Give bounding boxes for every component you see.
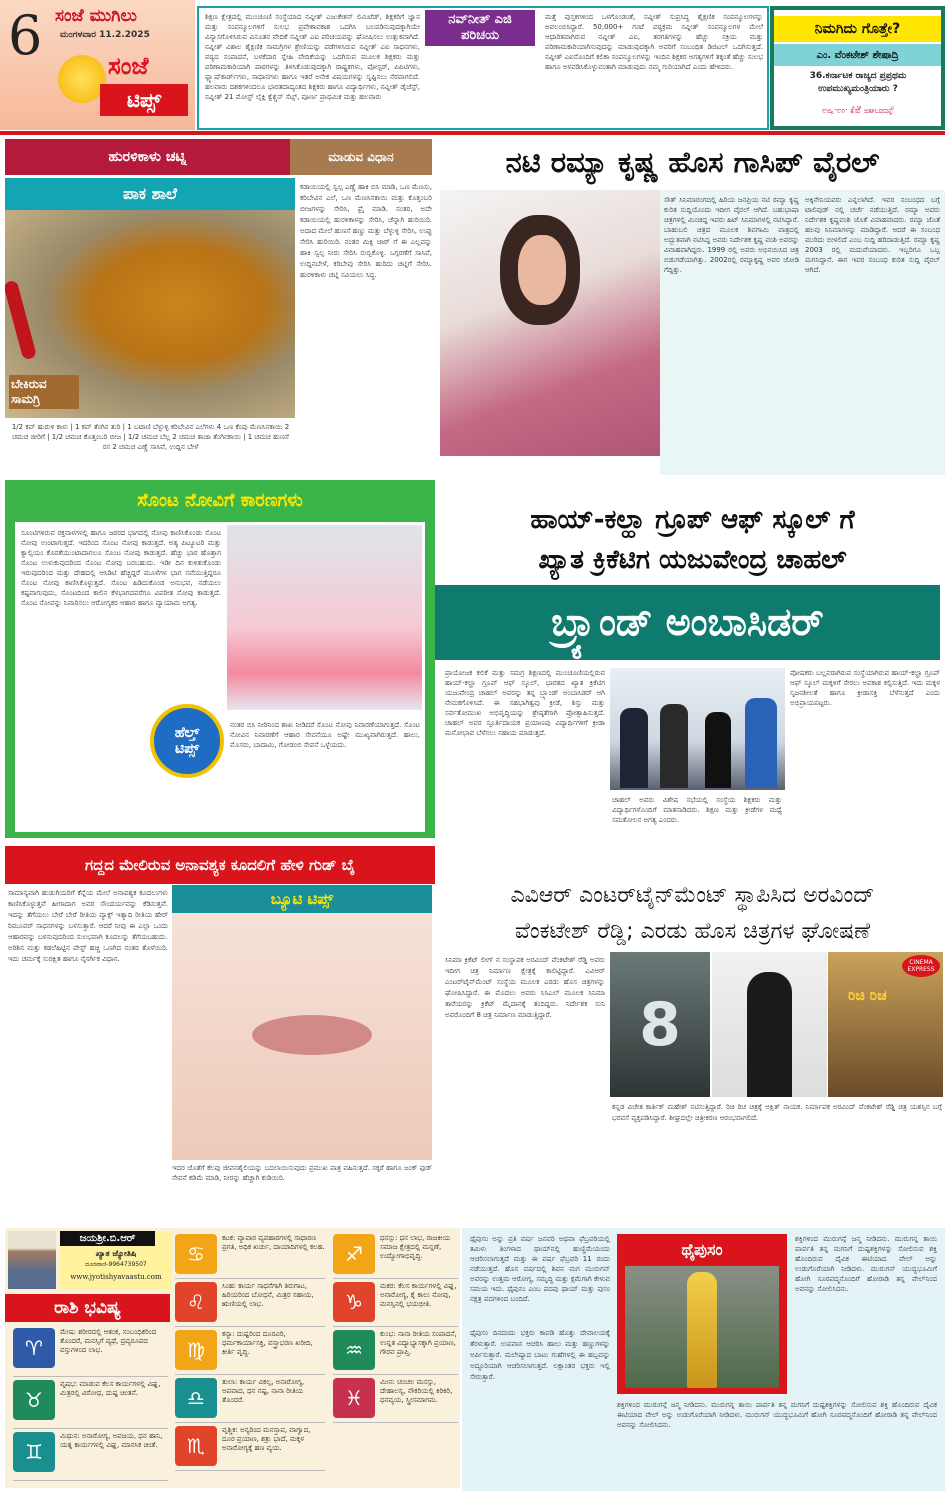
horoscope-text: ತುಲಾ: ಕಾರ್ಯ ವಿಕಲ್ಪ, ಅನಾರೋಗ್ಯ, ಅಪವಾದ, ಧನ ನಷ್ಟ, ನಾನಾ ರೀತಿಯ ತೊಂದರೆ. [222, 1378, 305, 1404]
beauty-tips-badge: ಬ್ಯೂಟಿ ಟಿಪ್ಸ್ [172, 885, 432, 913]
zodiac-icon: ♊ [13, 1432, 55, 1472]
recipe-method: ಕಡಾಯಿಯಲ್ಲಿ ಸ್ವಲ್ಪ ಎಣ್ಣೆ ಹಾಕಿ ಬಿಸಿ ಮಾಡಿ, ಒಣ ಮೆಣಸು, ಕರಿಬೇವಿನ ಎಲೆ, ಒಣ ಮೆಣಸಿನಕಾಯಿ ಮತ್ತು ಕೊತ್ತಂಬರಿ ಬೀಜಗಳನ್ನು ಸೇರಿಸಿ, ಫ್ರೈ ಮಾಡಿ. ನಂತರ, ಅದೇ ಕಡಾಯಿಯಲ್ಲಿ ಹುರಳಿಕಾಳನ್ನು ಸೇರಿಸಿ, ಚೆನ್ನಾಗಿ ಹುರಿಯಿರಿ. ಅದಾದ ಮೇಲೆ ಹುಣಸೆ ಹಣ್ಣು ಮತ್ತು ಬೆಳ್ಳುಳ್ಳಿ ಸೇರಿಸಿ, ಉಪ್ಪು ಸೇರಿಸಿ ಹುರಿಯಿರಿ. ನಂತರ ಮಿಕ್ಸಿ ಜಾರ್ ಗೆ ಈ ಎಲ್ಲವನ್ನು ಹಾಕಿ ಸ್ವಲ್ಪ ನೀರು ಸೇರಿಸಿ ರುಬ್ಬಿಕೊಳ್ಳಿ. ಒಗ್ಗರಣೆಗೆ ಸಾಸಿವೆ, ಉದ್ದಿನಬೇಳೆ, ಕರಿಬೇವು ಸೇರಿಸಿ ಹುರಿದು ಚಟ್ನಿಗೆ ಸೇರಿಸಿ. ಹುರಳಿಕಾಳು ಚಟ್ನಿ ಸವಿಯಲು ಸಿದ್ಧ. [300, 183, 432, 279]
badge-line-1: ಹೆಲ್ತ್ [174, 725, 200, 741]
horoscope-text: ಕುಂಭ: ನಾನಾ ರೀತಿಯ ಸಂಪಾದನೆ, ಉನ್ನತ ವಿದ್ಯಾಭ್ಯಾಸಕ್ಕಾಗಿ ಪ್ರಯಾಣ, ಗೌರವ ಪ್ರಾಪ್ತಿ. [380, 1330, 457, 1356]
backpain-image [227, 525, 422, 710]
horoscope-item [175, 1423, 325, 1471]
page-number: 6 [8, 4, 43, 67]
horoscope-text: ವೃಷಭ: ಮಾಡುವ ಕೆಲಸ ಕಾರ್ಯಗಳಲ್ಲಿ ವಿಘ್ನ, ಮಿತ್ರರಲ್ಲಿ ವಿರೋಧ, ದುಷ್ಟ ಚಿಂತನೆ. [60, 1380, 161, 1397]
astrologer-website: www.jyotishyavaastu.com [70, 1273, 162, 1281]
horoscope-text: ಧನಸ್ಸು: ಧನ ಲಾಭ, ರಾಜಕೀಯ ಸಮಾಜ ಕ್ಷೇತ್ರದಲ್ಲಿ ಮನ್ನಣೆ, ಉದ್ಯೋಗಾಭಿವೃದ್ಧಿ. [380, 1234, 451, 1260]
tips-title-1: ಸಂಜೆ [108, 52, 149, 80]
ramya-col-2: ಅಕ್ಕಿನೇನಿಯವರು ಎನ್ನಲಾಗಿದೆ. ಇವರ ಸಂಬಂಧದ ಬಗ್ಗೆ ಟಾಲಿವುಡ್ ನಲ್ಲಿ ಚರ್ಚೆ ನಡೆಯುತ್ತಿದೆ. ರಮ್ಯಾ ಅವರು ನಿರ್ದೇಶಕ ಕೃಷ್ಣವಂಶಿ ಜೊತೆ ವಿವಾಹವಾದರು. ರಮ್ಯಾ ಜೊತೆ ಹಲವು ಸಿನಿಮಾಗಳನ್ನು ಮಾಡಿದ್ದಾರೆ. ಆದರೆ ಈ ಸಂಬಂಧ ಮುರಿದು ಬೀಳಲಿದೆ ಎಂಬ ಸುದ್ದಿ ಹರಿದಾಡುತ್ತಿದೆ. ರಮ್ಯಾ ಕೃಷ್ಣ 2003 ರಲ್ಲಿ ಮದುವೆಯಾದರು. ಇಬ್ಬರಿಗೂ ಒಬ್ಬ ಮಗನಿದ್ದಾನೆ. ಈಗ ಇವರ ಸಂಬಂಧ ಕುರಿತ ಸುದ್ದಿ ವೈರಲ್ ಆಗಿದೆ. [805, 196, 940, 274]
zodiac-icon: ♉ [13, 1380, 55, 1420]
murugan-image [625, 1266, 779, 1388]
chahal-band: ಬ್ರ್ಯಾಂಡ್ ಅಂಬಾಸಿಡರ್ [435, 585, 940, 660]
pimple-title: ಗದ್ದದ ಮೇಲಿರುವ ಅನಾವಶ್ಯಕ ಕೂದಲಿಗೆ ಹೇಳಿ ಗುಡ್ ಬೈ [5, 846, 435, 884]
quiz-box [770, 6, 945, 130]
avr-headline-1: ಎವಿಆರ್ ಎಂಟರ್‌ಟೈನ್‌ಮೆಂಟ್ ಸ್ಥಾಪಿಸಿದ ಅರವಿಂದ್ [510, 883, 875, 908]
issue-date: ಮಂಗಳವಾರ 11.2.2025 [60, 30, 150, 40]
producer-photo [712, 952, 827, 1097]
horoscope-item [13, 1325, 168, 1377]
horoscope-text: ಸಿಂಹ: ಕಾರ್ಯ ಸಾಧನೆಗಾಗಿ ತಿರುಗಾಟ, ಹಿರಿಯರಿಂದ ಬೋಧನೆ, ಮಿತ್ರರ ಸಹಾಯ, ಋಣಿಯಲ್ಲಿ ಲಾಭ. [222, 1282, 314, 1308]
quiz-title: ನಿಮಗಿದು ಗೊತ್ತೇ? [774, 16, 941, 42]
zodiac-icon: ♓ [333, 1378, 375, 1418]
divider [0, 131, 945, 135]
statue [687, 1272, 717, 1388]
intro-title-1: ನವ್‌ನೀತ್ ಎಜಿ [448, 12, 512, 27]
intro-article [197, 6, 769, 130]
backpain-body-2: ನಂತರ ಬಿಸಿ ನೀರಿನಿಂದ ಶಾಖ ನೀಡಿದರೆ ಸೊಂಟ ನೋವು ನಿವಾರಣೆಯಾಗುತ್ತದೆ. ಸೊಂಟ ನೋವಿನ ನಿವಾರಣೆಗೆ ಆಹಾರ ಸೇವನೆಯೂ ಅಷ್ಟೇ ಮುಖ್ಯವಾಗಿರುತ್ತದೆ. ಹಾಲು, ಮೊಸರು, ಬಾದಾಮಿ, ಗೋಡಂಬಿ ಸೇವನೆ ಒಳ್ಳೆಯದು. [230, 721, 420, 749]
zodiac-icon: ♒ [333, 1330, 375, 1370]
pimple-caption: ಇದರ ಜೊತೆಗೆ ಕೆಲವು ಜೀವನಶೈಲಿಯನ್ನು ಬದಲಾಯಿಸುವುದು ಪ್ರಮುಖ ಪಾತ್ರ ವಹಿಸುತ್ತದೆ. ಸಕ್ಕರೆ ಹಾಗೂ ಜಂಕ್ ಫುಡ್ ಸೇವನೆ ಕಡಿಮೆ ಮಾಡಿ, ನೀರನ್ನು ಹೆಚ್ಚಾಗಿ ಕುಡಿಯಿರಿ. [172, 1164, 432, 1182]
thaipusam-col-2: ಶಕ್ತಿಗಳಿಂದ ಮುರುಗನ್ಗೆ ಜನ್ಮ ನೀಡಿದನು. ಮುರುಗನ್ನ ತಾಯಿ ಪಾರ್ವತಿ ತನ್ನ ಮಗನಿಗೆ ದುಷ್ಟಶಕ್ತಿಗಳನ್ನು ಸೋಲಿಸುವ ಶಕ್ತಿ ಹೊಂದಿರುವ ದೈವಿಕ ಈಟಿಯಾದ ವೇಲ್ ಅನ್ನು ಉಡುಗೊರೆಯಾಗಿ ನೀಡಿದಳು. ಮುರುಗನ್ ಯುದ್ಧಭೂಮಿಗೆ ಹೋಗಿ ಸೂರಪದ್ಮನೊಂದಿಗೆ ಹೋರಾಡಿ ತನ್ನ ವೇಲ್‌ನಿಂದ ಅವನನ್ನು ಸೋಲಿಸಿದನು. [795, 1235, 937, 1293]
badge-line-2: ಟಿಪ್ಸ್ [175, 741, 199, 757]
person [660, 704, 688, 788]
lips [252, 1015, 372, 1055]
chutney-image [5, 210, 295, 418]
signs-col-2 [175, 1231, 325, 1471]
zodiac-icon: ♌ [175, 1282, 217, 1322]
recipe-method-title: ಮಾಡುವ ವಿಧಾನ [290, 139, 432, 175]
pimple-image [172, 885, 432, 1160]
horoscope-title: ರಾಶಿ ಭವಿಷ್ಯ [5, 1294, 170, 1322]
zodiac-icon: ♍ [175, 1330, 217, 1370]
face [518, 235, 566, 305]
zodiac-icon: ♋ [175, 1234, 217, 1274]
horoscope-text: ವೃಶ್ಚಿಕ: ಅನ್ಯರಿಂದ ಮನಸ್ತಾಪ, ವಾಗ್ವಾದ, ದೂರ ಪ್ರಯಾಣ, ಶತ್ರು ಭಾದೆ, ಮಕ್ಕಳ ಅನಾರೋಗ್ಯಕ್ಕೆ ಹಣ ವ್ಯಯ. [222, 1426, 311, 1452]
backpain-body: ಸೂಂಟಿಗಳಿರುವ ರಕ್ತನಾಳಗಳಲ್ಲಿ ಹಾಗೂ ಜಠರದ ಭಾಗದಲ್ಲಿ ನೋವು ಕಾಣಿಸಿಕೊಂಡು ಸೊಂಟ ನೋವು ಉಂಟಾಗುತ್ತದೆ. ಇದರಿಂದ ಸೊಂಟ ನೋವು ಕಾಡುತ್ತದೆ. ಅತ್ಯ ಪಿಟ್ಯೂಟರಿ ಮತ್ತು ಕ್ಯಾಲ್ಸಿಯಂ ಕೊರತೆಯುಂಟಾದಾಗಲೂ ಸೊಂಟ ನೋವು ಕಾಡುತ್ತದೆ. ಹೆಚ್ಚು ಭಾರ ಹೊತ್ತಾಗ ಸೊಂಟ ಉಳುಕುವುದರಿಂದ ಸೊಂಟ ನೋವು ಬರಬಹುದು. ಇಡೀ ದಿನ ಕುಳಿತುಕೊಂಡು ಇರುವುದರಿಂದ ಮತ್ತು ದೇಹದಲ್ಲಿ ಆಸಿಡಿಟಿ ಹೆಚ್ಚಿದ್ದರೆ ಮೂಳೆಗಳ ಭಾಗ ಸವೆಯುತ್ತಿದ್ದರೂ ಸೊಂಟ ನೋವು ಕಾಣಿಸಿಕೊಳ್ಳುತ್ತದೆ. ಸೊಂಟ ಹಿಡಿದುಕೊಂಡ ಅನುಭವ, ನಡೆಯಲು ಕಷ್ಟವಾಗುವುದು, ಸೊಂಟದಿಂದ ಕಾಲಿನ ಕೆಳಭಾಗದವರೆಗೂ ವಿಪರೀತ ನೋವು ಕಾಡುತ್ತದೆ. ಸೊಂಟ ನೋವನ್ನು ನಿವಾರಿಸಲು ಆರೋಗ್ಯಕರ ಆಹಾರ ಹಾಗೂ ವ್ಯಾಯಾಮ ಅಗತ್ಯ. [21, 529, 221, 607]
chahal-col-1: ಪ್ರಾಯೋಜಕ ಕಲಿಕೆ ಮತ್ತು ಸಮಗ್ರ ಶಿಕ್ಷಣದಲ್ಲಿ ಮುಂಚೂಣಿಯಲ್ಲಿರುವ ಹಾಯ್-ಕಲ್ಹಾ ಗ್ರೂಪ್ ಆಫ್ ಸ್ಕೂಲ್, ಭಾರತದ ಖ್ಯಾತ ಕ್ರಿಕೆಟಿಗ ಯಜುವೇಂದ್ರ ಚಾಹಲ್ ಅವರನ್ನು ತನ್ನ ಬ್ರ್ಯಾಂಡ್ ಅಂಬಾಸಿಡರ್ ಆಗಿ ನೇಮಕಗೊಳಿಸಿದೆ. ಈ ಸಹಭಾಗಿತ್ವವು ಕ್ರೀಡೆ, ಶಿಸ್ತು ಮತ್ತು ಸರ್ವತೋಮುಖ ಅಭಿವೃದ್ಧಿಯನ್ನು ಶ್ರೇಷ್ಠತೆಗಾಗಿ ಪ್ರೋತ್ಸಾಹಿಸುತ್ತದೆ. ಚಾಹಲ್ ಅವರ ಸ್ಫೂರ್ತಿದಾಯಕ ಪ್ರಯಾಣವು ವಿದ್ಯಾರ್ಥಿಗಳಿಗೆ ಕ್ರೀಡಾ ಮನೋಭಾವ ಬೆಳೆಸಲು ಸಹಾಯ ಮಾಡುತ್ತದೆ. [445, 669, 605, 737]
quiz-question: 36.ಕರ್ನಾಟಕ ರಾಜ್ಯದ ಪ್ರಪ್ರಥಮ ಉಪಮುಖ್ಯಮಂತ್ರಿಯಾರು ? [809, 71, 907, 94]
signs-col-1 [13, 1325, 168, 1481]
horoscope-text: ಮಕರ: ಕೆಲಸ ಕಾರ್ಯಗಳಲ್ಲಿ ವಿಘ್ನ, ಅನಾರೋಗ್ಯ, ಕೈ ಕಾಲು ನೋವು, ಮನಸ್ಸಿನಲ್ಲಿ ಭಯಭೀತಿ. [380, 1282, 457, 1308]
horoscope-text: ಮೀನ: ಚಂಚಲ ಮನಸ್ಸು, ದೇಹಾಲಸ್ಯ, ನೌಕರಿಯಲ್ಲಿ ಕಿರಿಕಿರಿ, ಧನವ್ಯಯ, ಸ್ತ್ರೀಸಮಾಗಮ. [380, 1378, 453, 1404]
horoscope-item [333, 1279, 458, 1327]
chahal-col-3: ಪೋಷಕರು ಬಲ್ಲವರಾಗಿರುವ ಸಂಸ್ಥೆಯಾಗಿರುವ ಹಾಯ್-ಕಲ್ಹಾ ಗ್ರೂಪ್ ಆಫ್ ಸ್ಕೂಲ್ ಮಕ್ಕಳಿಗೆ ಸೇರಲು ಅವಕಾಶ ಕಲ್ಪಿಸುತ್ತಿದೆ. ಇದು ಮಕ್ಕಳ ಸೃಜನಶೀಲತೆ ಹಾಗೂ ಕ್ರೀಡಾಸಕ್ತಿ ಬೆಳೆಸುತ್ತದೆ ಎಂದು ಅಭಿಪ್ರಾಯಪಟ್ಟರು. [790, 669, 940, 707]
zodiac-icon: ♈ [13, 1328, 55, 1368]
thaipusam-box [617, 1234, 787, 1394]
avr-col-2: ಕನ್ನಡ ವಿಜೇತ ಕಾರ್ತಿಕ್ ಮಹೇಶ್ ನಟಿಸುತ್ತಿದ್ದಾರೆ. ರಿಚಿ ರಿಚ ಚಿತ್ರಕ್ಕೆ ಅಕ್ಷಿತ್ ನಾಯಕ. ನಿರ್ಮಾಪಕ ಅರವಿಂದ್ ವೆಂಕಟೇಶ್ ರೆಡ್ಡಿ ಚಿತ್ರ ಯಶಸ್ಸಿನ ಬಗ್ಗೆ ಭರವಸೆ ವ್ಯಕ್ತಪಡಿಸಿದ್ದಾರೆ. ಶೀಘ್ರದಲ್ಲೇ ಚಿತ್ರೀಕರಣ ಆರಂಭವಾಗಲಿದೆ. [612, 1103, 942, 1122]
backpain-box [5, 480, 435, 838]
quiz-author: ಎಂ. ವೆಂಕಟೇಶ್ ಶೇಷಾದ್ರಿ [774, 44, 941, 66]
horoscope-item [175, 1231, 325, 1279]
recipe-ingredients: 1/2 ಕಪ್ ಹುರುಳಿ ಕಾಳು | 1 ಕಪ್ ತೆಂಗಿನ ತುರಿ | 1 ಬಟಾಣಿ ಬೆಳ್ಳುಳ್ಳಿ ಕರಿಬೇವಿನ ಎಲೆಗಳು 4 ಒಣ ಕೆಂಪು ಮೆಣಸಿನಕಾಯಿ 2 ಚಮಚ ಜೀರಿಗೆ | 1/2 ಚಮಚ ಕೊತ್ತಂಬರಿ ಬೀಜ | 1/2 ಚಮಚ ಬೆಲ್ಲ 2 ಚಮಚ ತಾಜಾ ತೆಂಗಿನಕಾಯಿ | 1 ಚಮಚ ಹುಣಸೆ ರಸ 2 ಚಮಚ ಎಣ್ಣೆ ಸಾಸಿವೆ, ಉದ್ದಿನ ಬೇಳೆ [11, 423, 290, 451]
person [705, 712, 731, 788]
thaipusam-col-1: ಥೈಪುಸಂ ಅನ್ನು ಪ್ರತಿ ವರ್ಷ ಜನವರಿ ಅಥವಾ ಫೆಬ್ರವರಿಯಲ್ಲಿ ತಮಿಳು ತಿಂಗಳಾದ ಥಾಯ್‌ನಲ್ಲಿ ಹುಣ್ಣಿಮೆಯಂದು ಆಚರಿಸಲಾಗುತ್ತದೆ ಮತ್ತು ಈ ವರ್ಷ ಫೆಬ್ರವರಿ 11 ರಂದು ನಡೆಯುತ್ತದೆ. ಹೊಸ ವರ್ಷದಲ್ಲಿ ಶಿವನ ಮಗ ಮುರುಗನ್ ಅವರನ್ನು ಉತ್ತಮ ಆರೋಗ್ಯ, ಸಮೃದ್ಧಿ ಮತ್ತು ಕ್ಷಮೆಗಾಗಿ ಕೇಳುವ ಸಮಯ ಇದು. ಥೈಪುಸಂ ಎಂಬ ಪದವು ಥಾಯ್ ಮತ್ತು ಪುಸಂ ನಕ್ಷತ್ರ ಪದಗಳಿಂದ ಬಂದಿದೆ. [470, 1235, 610, 1303]
horoscope-item [175, 1327, 325, 1375]
poster-8 [610, 952, 710, 1097]
poster-2-title: ರಿಚಿ ರಿಚ [848, 988, 887, 1004]
horoscope-text: ಕನ್ಯಾ: ದುಷ್ಟರಿಂದ ದೂರವಿರಿ, ಧರ್ಮಕಾರ್ಯಾಸಕ್ತಿ, ವಸ್ತ್ರಾಭರಣ ಖರೀದಿ, ಕೀರ್ತಿ ವೃದ್ಧಿ. [222, 1330, 313, 1356]
avr-headline-2: ವೆಂಕಟೇಶ್ ರೆಡ್ಡಿ; ಎರಡು ಹೊಸ ಚಿತ್ರಗಳ ಘೋಷಣೆ [514, 919, 871, 944]
thaipusam-bottom-2: ಶಕ್ತಿಗಳಿಂದ ಮುರುಗನ್ಗೆ ಜನ್ಮ ನೀಡಿದನು. ಮುರುಗನ್ನ ತಾಯಿ ಪಾರ್ವತಿ ತನ್ನ ಮಗನಿಗೆ ದುಷ್ಟಶಕ್ತಿಗಳನ್ನು ಸೋಲಿಸುವ ಶಕ್ತಿ ಹೊಂದಿರುವ ದೈವಿಕ ಈಟಿಯಾದ ವೇಲ್ ಅನ್ನು ಉಡುಗೊರೆಯಾಗಿ ನೀಡಿದಳು. ಮುರುಗನ್ ಯುದ್ಧಭೂಮಿಗೆ ಹೋಗಿ ಸೂರಪದ್ಮನೊಂದಿಗೆ ಹೋರಾಡಿ ತನ್ನ ವೇಲ್‌ನಿಂದ ಅವನನ್ನು ಸೋಲಿಸಿದನು. [617, 1401, 937, 1429]
person [745, 698, 777, 788]
thaipusam-bottom: ಥೈಪುಸಂ ದಿನದಂದು ಭಕ್ತರು ಕಾವಡಿ ಹೊತ್ತು ದೇವಾಲಯಕ್ಕೆ ತೆರಳುತ್ತಾರೆ. ಉಪವಾಸ ಆಚರಿಸಿ ಹಾಲು ಮತ್ತು ಹಣ್ಣುಗಳನ್ನು ಅರ್ಪಿಸುತ್ತಾರೆ. ಮಲೇಷ್ಯಾದ ಬಾಟು ಗುಹೆಗಳಲ್ಲಿ ಈ ಹಬ್ಬವನ್ನು ಅದ್ದೂರಿಯಾಗಿ ಆಚರಿಸಲಾಗುತ್ತದೆ. ಲಕ್ಷಾಂತರ ಭಕ್ತರು ಇಲ್ಲಿ ಸೇರುತ್ತಾರೆ. [470, 1329, 610, 1381]
zodiac-icon: ♑ [333, 1282, 375, 1322]
horoscope-panel [5, 1228, 460, 1488]
chahal-headline-1: ಹಾಯ್-ಕಲ್ಹಾ ಗ್ರೂಪ್ ಆಫ್ ಸ್ಕೂಲ್ ಗೆ [530, 505, 855, 535]
astrologer-designation: ಖ್ಯಾತ ಜ್ಯೋತಿಷಿ [95, 1249, 137, 1258]
zodiac-icon: ♎ [175, 1378, 217, 1418]
astrologer-phone: ದೂರವಾಣಿ-9964739507 [85, 1261, 147, 1268]
person [620, 708, 648, 788]
health-tips-badge [150, 704, 224, 778]
backpain-title: ಸೊಂಟ ನೋವಿಗೆ ಕಾರಣಗಳು [137, 489, 303, 511]
ramya-photo [440, 190, 660, 456]
zodiac-icon: ♐ [333, 1234, 375, 1274]
ramya-col-1: ಸೌತ್ ಸಿನಿಮಾರಂಗದಲ್ಲಿ ಹಿರಿಯ ಜನಪ್ರಿಯ ನಟಿ ರಮ್ಯಾ ಕೃಷ್ಣ ಕುರಿತ ಸುದ್ದಿಯೊಂದು ಇದೀಗ ವೈರಲ್ ಆಗಿದೆ. ಬಹುಭಾಷಾ ಚಿತ್ರಗಳಲ್ಲಿ ಮಿಂಚಿದ್ದ ಇವರು ಹಿಟ್ ಸಿನಿಮಾಗಳಲ್ಲಿ ನಟಿಸಿದ್ದಾರೆ. ಬಾಹುಬಲಿ ಚಿತ್ರದ ಮೂಲಕ ಶಿವಗಾಮಿ ಪಾತ್ರದಲ್ಲಿ ಅದ್ಭುತವಾಗಿ ನಟಿಸಿದ್ದ ಅವರು ನಿರ್ದೇಶಕ ಕೃಷ್ಣ ವಂಶಿ ಅವರನ್ನು ವಿವಾಹವಾಗಿದ್ದರು. 1999 ರಲ್ಲಿ ಅವರು ಅಭಿನಯಿಸಿದ ಚಿತ್ರ ಬಿಡುಗಡೆಯಾಗಿತ್ತು. 2002ರಲ್ಲಿ ರಮ್ಯಾಕೃಷ್ಣ ಅವರ ಜೋಡಿ ಗೆದ್ದಿತ್ತು. [664, 196, 799, 274]
avr-col-1: ಸಿನಿಮಾ ಕ್ರಿಕೆಟ್ ಲೀಗ್ ನ ಸಂಸ್ಥಾಪಕ ಅರವಿಂದ್ ವೆಂಕಟೇಶ್ ರೆಡ್ಡಿ ಅವರು ಇದೀಗ ಚಿತ್ರ ನಿರ್ಮಾಣ ಕ್ಷೇತ್ರಕ್ಕೆ ಕಾಲಿಟ್ಟಿದ್ದಾರೆ. ಎವಿಆರ್ ಎಂಟರ್‌ಟೈನ್‌ಮೆಂಟ್ ಸಂಸ್ಥೆಯ ಮೂಲಕ ಎರಡು ಹೊಸ ಚಿತ್ರಗಳನ್ನು ಘೋಷಿಸಿದ್ದಾರೆ. ಈ ಮೊದಲು ಅವರು ಸಿಸಿಎಲ್ ಮೂಲಕ ಸಿನಿಮಾ ತಾರೆಯರನ್ನು ಕ್ರಿಕೆಟ್ ಮೈದಾನಕ್ಕೆ ತಂದಿದ್ದರು. ನಿರ್ದೇಶಕ ಸುನಿ ಅವರೊಂದಿಗೆ 8 ಚಿತ್ರ ನಿರ್ಮಾಣ ಮಾಡುತ್ತಿದ್ದಾರೆ. [445, 956, 605, 1019]
horoscope-item [333, 1375, 458, 1423]
pimple-body: ಸಾಮಾನ್ಯವಾಗಿ ಹುಡುಗಿಯರಿಗೆ ಕೆನ್ನೆಯ ಮೇಲೆ ಅನಾವಶ್ಯಕ ಕೂದಲುಗಳು ಕಾಣಿಸಿಕೊಳ್ಳುತ್ತವೆ ಹೀಗಾದಾಗ ಅವರ ಸೌಂದರ್ಯವನ್ನು ಕೆಡಿಸುತ್ತವೆ. ಇದನ್ನು ತೆಗೆಯಲು ಬೇರೆ ಬೇರೆ ರೀತಿಯ ವ್ಯಾಕ್ಸ್ ಇತ್ಯಾದಿ ರೀತಿಯ ಹೇರ್ ರಿಮೂವರ್ ಸಾಧನಗಳನ್ನು ಬಳಸುತ್ತಾರೆ. ಆದರೆ ನೀವು ಈ ಎಲ್ಲಾ ಒಂದು ಆಹಾರವನ್ನು ಬಳಸುವುದರಿಂದ ಸುಲಭವಾಗಿ ಕೂದಲನ್ನು ತೆಗೆಯಬಹುದು. ಅರಿಶಿನ ಮತ್ತು ಕಡಲೆಹಿಟ್ಟಿನ ಪೇಸ್ಟ್ ಹಚ್ಚಿ ಒಣಗಿದ ನಂತರ ತೊಳೆಯಿರಿ. ಇದು ಚರ್ಮಕ್ಕೆ ಸುರಕ್ಷಿತ ಹಾಗೂ ನೈಸರ್ಗಿಕ ವಿಧಾನ. [8, 889, 168, 963]
ramya-headline: ನಟಿ ರಮ್ಯಾ ಕೃಷ್ಣ ಹೊಸ ಗಾಸಿಪ್ ವೈರಲ್ [505, 145, 880, 179]
thaipusam-panel [462, 1228, 945, 1491]
intro-col-2: ಮತ್ತೆ ಪುಸ್ತಕಗಳಿಂದ ಒಳಗೊಂಡಂತೆ, ನವ್ನೀತ್ ಸುಪ್ರಸಿದ್ಧ ಶೈಕ್ಷಣಿಕ ಸಂಪನ್ಮೂಲಗಳನ್ನು ಅವಲಂಬಿಸಿದ್ದಾರೆ. 50,000+ ಗಂಟೆ ಪಠ್ಯಕ್ರಮ ನವ್ನೀತ್ ಸಂಪನ್ಮೂಲಗಳ ಮೇಲೆ ಆಧಾರಿತವಾಗಿರುವ ನವ್ನೀತ್ ಎಐ, ತರಗತಿಗಳನ್ನು ಹೆಚ್ಚು ಸಕ್ರಿಯ ಮತ್ತು ಪರಿಣಾಮಕಾರಿಯಾಗಿಸುವುದನ್ನು ಮಾಡುವುದಕ್ಕಾಗಿ ಅವರಿಗೆ ಸಂಬಂಧಿತ ಡಿಜಿಟಲ್ ಒದಗಿಸುತ್ತದೆ. ನವ್ನೀತ್ ಎಐನೊಂದಿಗೆ ಕಲಿಕಾ ಸಂಪನ್ಮೂಲಗಳನ್ನು ಇಂದಿನ ಶಿಕ್ಷಕರ ಅಗತ್ಯಗಳಿಗೆ ತಕ್ಕಂತೆ ಹೆಚ್ಚು ಸುಲಭ ಹಾಗೂ ಅಳವಡಿಸಿಕೊಳ್ಳುವಂತಾಗಿ ಮಾಡುವುದು ನಮ್ಮ ಗುರಿಯಾಗಿದೆ ಎಂದು ಹೇಳಿದರು. [545, 13, 763, 71]
horoscope-item [175, 1375, 325, 1423]
tips-title-2: ಟಿಪ್ಸ್ [100, 84, 188, 116]
astrologer-photo [8, 1231, 56, 1289]
chili-icon [5, 280, 37, 361]
person [747, 972, 792, 1097]
horoscope-item [175, 1279, 325, 1327]
poster-richi-rich [828, 952, 943, 1097]
signs-col-3 [333, 1231, 458, 1423]
thaipusam-title: ಥೈಪುಸಂ [681, 1240, 723, 1259]
quiz-answer: ಎಸ್.ಎಂ. ಕೃಷ್ಣ ಸರ್ಕಾರದಲ್ಲಿ [821, 107, 895, 116]
intro-title-2: ಪರಿಚಯ [461, 28, 499, 43]
horoscope-text: ಕಟಕ: ವ್ಯಾಪಾರ ವ್ಯವಹಾರಗಳಲ್ಲಿ ಸಾಧಾರಣ ಪ್ರಗತಿ, ಅಧಿಕ ಖರ್ಚು, ದಾಯಾದಿಗಳಲ್ಲಿ ಕಲಹ. [222, 1234, 325, 1251]
recipe-section-label: ಪಾಕ ಶಾಲೆ [5, 178, 295, 210]
chahal-caption: ಚಾಹಲ್ ಅವರು ವಿಶೇಷ ಸಭೆಯಲ್ಲಿ ಸಂಸ್ಥೆಯ ಶಿಕ್ಷಕರು ಮತ್ತು ವಿದ್ಯಾರ್ಥಿಗಳೊಂದಿಗೆ ಮಾತನಾಡಿದರು. ಶಿಕ್ಷಣ ಮತ್ತು ಕ್ರೀಡೆಗಳ ಮಧ್ಯೆ ಸಮತೋಲನ ಅಗತ್ಯ ಎಂದರು. [612, 796, 782, 824]
poster-8-title: 8 [639, 989, 681, 1060]
bulb-icon [58, 55, 106, 103]
horoscope-item [13, 1377, 168, 1429]
intro-title-box [425, 10, 535, 46]
horoscope-text: ಮಿಥುನ: ಅನಾರೋಗ್ಯ, ಅಪಜಯ, ಧನ ಹಾನಿ, ಯತ್ನ ಕಾರ್ಯಗಳಲ್ಲಿ ವಿಘ್ನ, ಮಾನಸಿಕ ಚಿಂತೆ. [60, 1432, 163, 1449]
ingredients-title: ಬೇಕಿರುವ ಸಾಮಗ್ರಿ [9, 375, 79, 409]
poster-badge: CINEMA EXPRESS [902, 955, 940, 977]
paper-name: ಸಂಜೆ ಮುಗಿಲು [55, 6, 137, 26]
horoscope-item [333, 1231, 458, 1279]
horoscope-item [333, 1327, 458, 1375]
chahal-headline-2: ಖ್ಯಾತ ಕ್ರಿಕೆಟಿಗ ಯಜುವೇಂದ್ರ ಚಾಹಲ್ [538, 545, 847, 575]
horoscope-text: ಮೇಷ: ಶರೀರದಲ್ಲಿ ಆತಂಕ, ಸಂಬಂಧಿಕರಿಂದ ತೊಂದರೆ, ಮನಸ್ಸಿಗೆ ವ್ಯಥೆ, ದ್ರವ್ಯರೂಪದ ವಸ್ತುಗಳಿಂದ ಲಾಭ. [60, 1328, 157, 1354]
horoscope-item [13, 1429, 168, 1481]
astrologer-box [60, 1231, 172, 1289]
recipe-title: ಹುರಳಿಕಾಳು ಚಟ್ನಿ [5, 139, 290, 175]
intro-col-1: ಶಿಕ್ಷಣ ಕ್ಷೇತ್ರದಲ್ಲಿ ಮುಂಚೂಣಿ ಸಂಸ್ಥೆಯಾದ ನವ್ನೀತ್ ಎಜುಕೇಶನ್ ಲಿಮಿಟೆಡ್, ಶಿಕ್ಷಕರಿಗೆ ಜ್ಞಾನ ಮತ್ತು ಸಂಪನ್ಮೂಲಗಳಿಗೆ ಸುಲಭ ಪ್ರವೇಶಾವಕಾಶ ಒದಗಿಸಿ ಬಲಪಡಿಸುವುದಕ್ಕಾಗಿಯೇ ವಿನ್ಯಾಸಗೊಳಿಸಿರುವ ವಿನೂತನ ವೇದಿಕೆ ನವ್ನೀತ್ ಎಐ ಪರಿಚಯವನ್ನು ಘೋಷಿಸಲು ಉತ್ಸುಕವಾಗಿದೆ. ನವ್ನೀತ್ ವಿಶಾಲ ಶೈಕ್ಷಣಿಕ ಸಾಮಗ್ರಿಗಳ ಶ್ರೇಣಿಯನ್ನು ಪಡೆಗಳಿಸಿರುವ ನವ್ನೀತ್ ಎಐ ಸಾಧನಗಳು, ಪಠ್ಯದ ಸಂಪಾದನೆ, ಬಳಕೆದಾರ ಸ್ನೇಹಿ ವೇದಿಕೆಯನ್ನು ಒದಗಿಸುವ ಮೂಲಕ ಶಿಕ್ಷಕರು ಮತ್ತು ಪರಿಣಾಮಕಾರಿಯಾಗಿ ಪಾಠಗಳನ್ನು ತಿಳಿಸಿಕೊಡುವುದಕ್ಕಾಗಿ ರಾಷ್ಟ್ರಕಗಳು, ಪೋಸ್ಟರ್, ಪಿಪಿಟಿಗಳು, ಫ್ಲ್ಯಾಷ್‌ಕಾರ್ಡ್‌ಗಳು, ಸಾಧಾನಗಳು ಹಾಗೂ ಇತರೆ ಅನೇಕ ವಿಷಯಗಳನ್ನು ಸೃಷ್ಟಿಸಲು ನೆರವಾಗಲಿದೆ. ಹಲವಾರು ದಶಕಗಳಿಂದಲೂ ಭಾರತದಾದ್ಯಂತದ ಶಿಕ್ಷಕರು ಹಾಗೂ ವಿದ್ಯಾರ್ಥಿಗಳು, ನವ್ನೀತ್ ಡೈಜೆಸ್ಟ್, ನವ್ನೀತ್ 21 ಮೋಸ್ಟ್ ಲೈಕ್ಲಿ ಕ್ವೆಶ್ಚನ್ ಸೆಟ್ಸ್, ಪೂರ್ಣ ಪ್ರಾಥಮಿಕ ಮತ್ತು ಹಲವಾರು [205, 13, 420, 101]
masthead [0, 0, 195, 130]
chahal-photo [610, 668, 785, 790]
astrologer-name: ಜಯಶ್ರೀ.ಬಿ.ಆರ್ [60, 1231, 155, 1246]
zodiac-icon: ♏ [175, 1426, 217, 1466]
